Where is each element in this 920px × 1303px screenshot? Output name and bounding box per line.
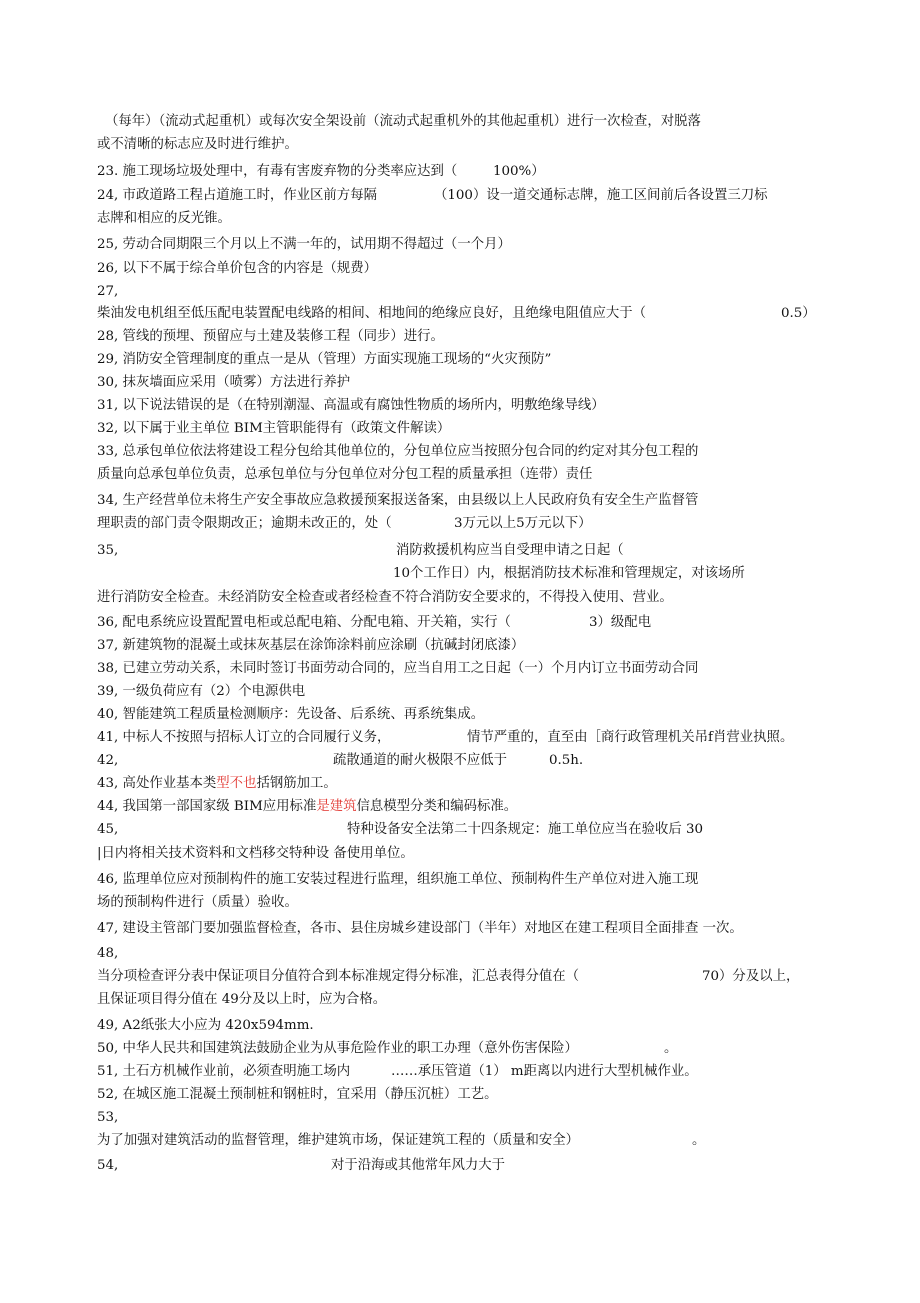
question-48-number: 48, <box>97 946 119 961</box>
question-42: 疏散通道的耐火极限不应低于 <box>333 753 508 768</box>
question-50: 50, 中华人民共和国建筑法鼓励企业为从事危险作业的职工办理（意外伤害保险） <box>97 1041 578 1056</box>
question-46: 46, 监理单位应对预制构件的施工安装过程进行监理，组织施工单位、预制构件生产单位对进入施工现 <box>97 872 699 887</box>
question-33: 33, 总承包单位依法将建设工程分包给其他单位的，分包单位应当按照分包合同的约定对其分包工程的 <box>97 444 699 459</box>
question-40: 40, 智能建筑工程质量检测顺序：先设备、后系统、再系统集成。 <box>97 707 485 722</box>
question-54-number: 54, <box>97 1158 119 1173</box>
text-line: （每年）（流动式起重机）或每次安全架设前（流动式起重机外的其他起重机）进行一次检查，对脱落 <box>105 114 701 129</box>
answer-36: 3）级配电 <box>589 615 652 630</box>
question-45-number: 45, <box>97 822 119 837</box>
question-32: 32, 以下属于业主单位 BIM主管职能得有（政策文件解读） <box>97 421 451 436</box>
text-line: 质量向总承包单位负责，总承包单位与分包单位对分包工程的质量承担（连带）责任 <box>97 467 593 482</box>
question-51-continued: ……承压管道（1） m距离以内进行大型机械作业。 <box>391 1064 698 1079</box>
question-24: 24, 市政道路工程占道施工时，作业区前方每隔 <box>97 188 377 203</box>
question-30: 30, 抹灰墙面应采用（喷雾）方法进行养护 <box>97 375 351 390</box>
question-35: 消防救援机构应当自受理申请之日起（ <box>396 543 624 558</box>
question-26: 26, 以下不属于综合单价包含的内容是（规费） <box>97 261 377 276</box>
question-39: 39, 一级负荷应有（2）个电源供电 <box>97 684 306 699</box>
question-27: 柴油发电机组至低压配电装置配电线路的相间、相地间的绝缘应良好，且绝缘电阻值应大于（ <box>97 306 647 321</box>
question-28: 28, 管线的预埋、预留应与土建及装修工程（同步）进行。 <box>97 329 444 344</box>
answer-34: 3万元以上5万元以下） <box>454 516 592 531</box>
text-line: 且保证项目得分值在 49分及以上时，应为合格。 <box>97 992 387 1007</box>
question-44-highlight: 是建筑 <box>316 799 357 814</box>
question-34: 34, 生产经营单位未将生产安全事故应急救援预案报送备案，由县级以上人民政府负有安全生产监督管 <box>97 493 699 508</box>
question-43-text: 43, 高处作业基本类 <box>97 776 217 791</box>
text-line: 理职责的部门责令限期改正；逾期未改正的，处（ <box>97 516 392 531</box>
question-47: 47, 建设主管部门要加强监督检查，各市、县住房城乡建设部门（半年）对地区在建工程项目全面排查 一次。 <box>97 921 743 936</box>
question-29: 29, 消防安全管理制度的重点一是从（管理）方面实现施工现场的“火灾预防” <box>97 352 552 367</box>
question-44 <box>97 798 517 816</box>
question-24-continued: （100）设一道交通标志牌，施工区间前后各设置三刀标 <box>434 188 768 203</box>
question-49: 49, A2纸张大小应为 420x594mm. <box>97 1018 314 1033</box>
question-27-number: 27, <box>97 284 119 299</box>
text-line: 或不清晰的标志应及时进行维护。 <box>97 137 298 152</box>
question-43 <box>97 775 337 793</box>
text-line: 场的预制构件进行（质量）验收。 <box>97 895 298 910</box>
text-line: 进行消防安全检查。未经消防安全检查或者经检查不符合消防安全要求的，不得投入使用、营业。 <box>97 590 673 605</box>
question-53: 为了加强对建筑活动的监督管理，维护建筑市场，保证建筑工程的（质量和安全） <box>97 1133 580 1148</box>
question-31: 31, 以下说法错误的是（在特别潮湿、高温或有腐蚀性物质的场所内，明敷绝缘导线） <box>97 398 605 413</box>
question-36: 36, 配电系统应设置配置电柜或总配电箱、分配电箱、开关箱，实行（ <box>97 615 511 630</box>
question-38: 38, 已建立劳动关系，未同时签订书面劳动合同的，应当自用工之日起（一）个月内订立书面劳动合同 <box>97 661 699 676</box>
question-44-text-end: 信息模型分类和编码标准。 <box>356 799 518 814</box>
question-43-text-end: 括钢筋加工。 <box>256 776 337 791</box>
text-line: |日内将相关技术资料和文档移交特种设 备使用单位。 <box>97 846 414 861</box>
question-25: 25, 劳动合同期限三个月以上不满一年的，试用期不得超过（一个月） <box>97 237 511 252</box>
question-48: 当分项检查评分表中保证项目分值符合到本标准规定得分标准，汇总表得分值在（ <box>97 969 580 984</box>
answer-35: 10个工作日）内，根据消防技术标准和管理规定，对该场所 <box>393 566 745 581</box>
question-23: 23. 施工现场垃圾处理中，有毒有害废弃物的分类率应达到（ <box>97 164 458 179</box>
answer-27: 0.5） <box>781 306 816 321</box>
text-line: 志牌和相应的反光锥。 <box>97 211 231 226</box>
question-50-end: 。 <box>664 1041 678 1056</box>
answer-42: 0.5h. <box>549 753 584 768</box>
question-41-continued: 情节严重的，直至由［商行政管理机关吊f肖营业执照。 <box>467 730 794 745</box>
question-45: 特种设备安全法第二十四条规定：施工单位应当在验收后 30 <box>347 822 704 837</box>
answer-23: 100%） <box>493 164 545 179</box>
question-52: 52, 在城区施工混凝土预制桩和钢桩时，宜采用（静压沉桩）工艺。 <box>97 1087 498 1102</box>
question-54: 对于沿海或其他常年风力大于 <box>331 1158 506 1173</box>
question-42-number: 42, <box>97 753 119 768</box>
answer-48: 70）分及以上， <box>702 969 800 984</box>
question-53-end: 。 <box>692 1133 706 1148</box>
question-41: 41, 中标人不按照与招标人订立的合同履行义务， <box>97 730 391 745</box>
question-51: 51, 土石方机械作业前，必须查明施工场内 <box>97 1064 351 1079</box>
question-43-highlight: 型不也 <box>216 776 257 791</box>
question-44-text: 44, 我国第一部国家级 BIM应用标准 <box>97 799 317 814</box>
question-35-number: 35, <box>97 543 119 558</box>
question-37: 37, 新建筑物的混凝土或抹灰基层在涂饰涂料前应涂刷（抗碱封闭底漆） <box>97 638 525 653</box>
question-53-number: 53, <box>97 1110 119 1125</box>
